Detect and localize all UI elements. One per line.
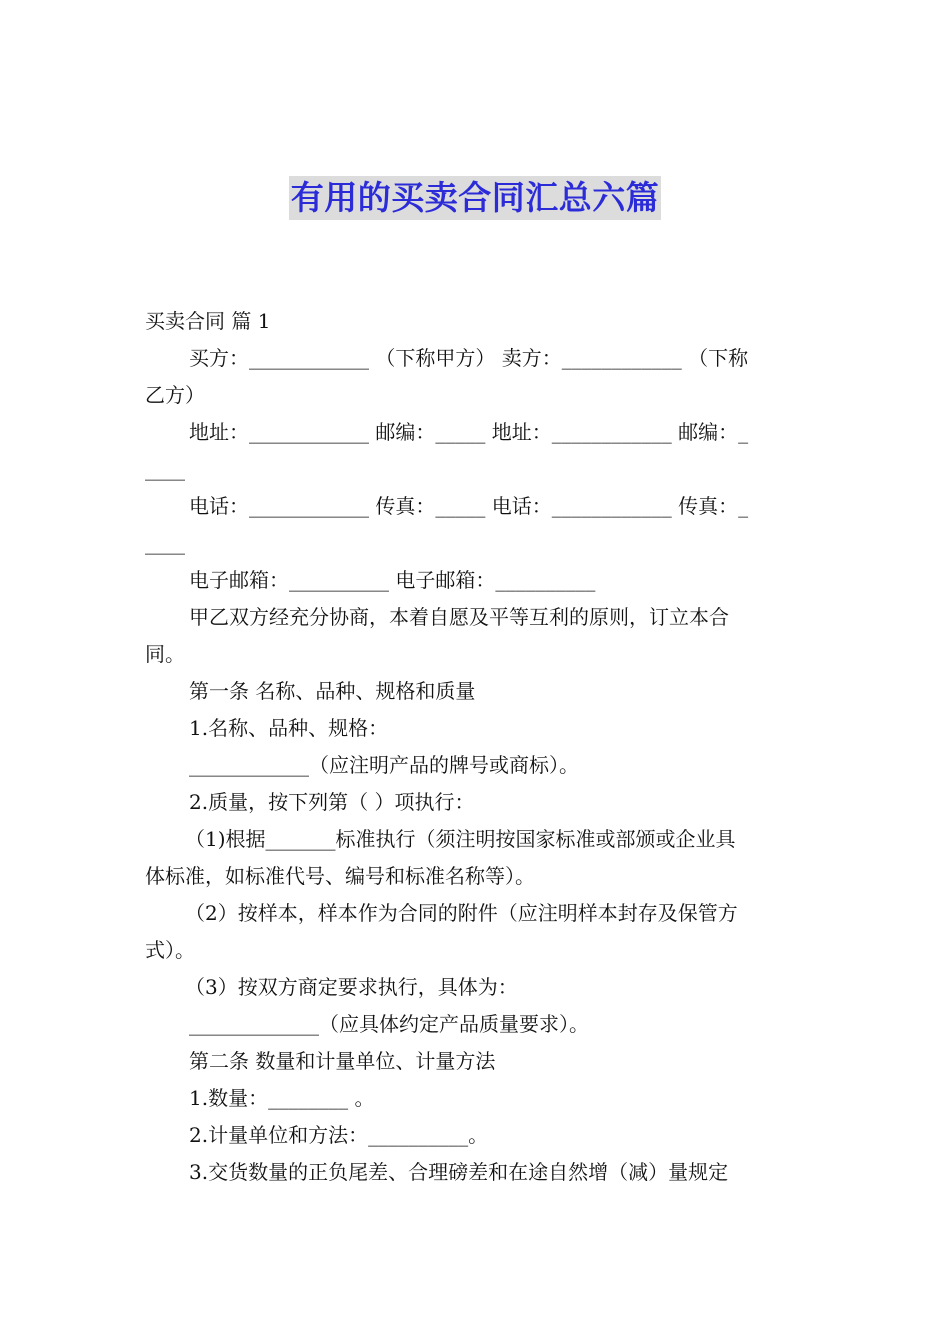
quality-line: 2.质量，按下列第（ ）项执行： — [189, 790, 475, 814]
article-two-heading: 第二条 数量和计量单位、计量方法 — [189, 1049, 496, 1073]
address-line-cont: ____ — [145, 457, 185, 481]
document-body — [145, 303, 807, 1191]
agreement-line-cont: 同。 — [145, 642, 185, 666]
item-name-spec: 1.名称、品种、规格： — [189, 716, 389, 740]
quality-requirement-line: _____________（应具体约定产品质量要求）。 — [189, 1012, 589, 1036]
address-line: 地址：____________ 邮编：_____ 地址：____________ 邮编：_ — [189, 420, 749, 444]
buyer-seller-line-cont: 乙方） — [145, 383, 205, 407]
quantity-line: 1.数量：________ 。 — [189, 1086, 375, 1110]
email-line: 电子邮箱：__________ 电子邮箱：__________ — [189, 568, 596, 592]
quality-option-1-cont: 体标准，如标准代号、编号和标准名称等）。 — [145, 864, 535, 888]
brand-note-line: ____________（应注明产品的牌号或商标）。 — [189, 753, 579, 777]
section-heading: 买卖合同 篇 1 — [145, 309, 271, 333]
quality-option-2: （2）按样本，样本作为合同的附件（应注明样本封存及保管方 — [185, 901, 738, 925]
phone-line: 电话：____________ 传真：_____ 电话：____________ 传真：_ — [189, 494, 749, 518]
quality-option-3: （3）按双方商定要求执行，具体为： — [185, 975, 518, 999]
quality-option-1: （1)根据_______标准执行（须注明按国家标准或部颁或企业具 — [185, 827, 736, 851]
phone-line-cont: ____ — [145, 531, 185, 555]
quality-option-2-cont: 式）。 — [145, 938, 195, 962]
title-wrap — [0, 176, 950, 220]
unit-method-line: 2.计量单位和方法：__________。 — [189, 1123, 489, 1147]
buyer-seller-line: 买方：____________ （下称甲方） 卖方：____________ （下称 — [189, 346, 749, 370]
document-title: 有用的买卖合同汇总六篇 — [289, 176, 662, 220]
agreement-line: 甲乙双方经充分协商，本着自愿及平等互利的原则，订立本合 — [189, 605, 729, 629]
tolerance-line: 3.交货数量的正负尾差、合理磅差和在途自然增（减）量规定 — [189, 1160, 729, 1184]
article-one-heading: 第一条 名称、品种、规格和质量 — [189, 679, 476, 703]
